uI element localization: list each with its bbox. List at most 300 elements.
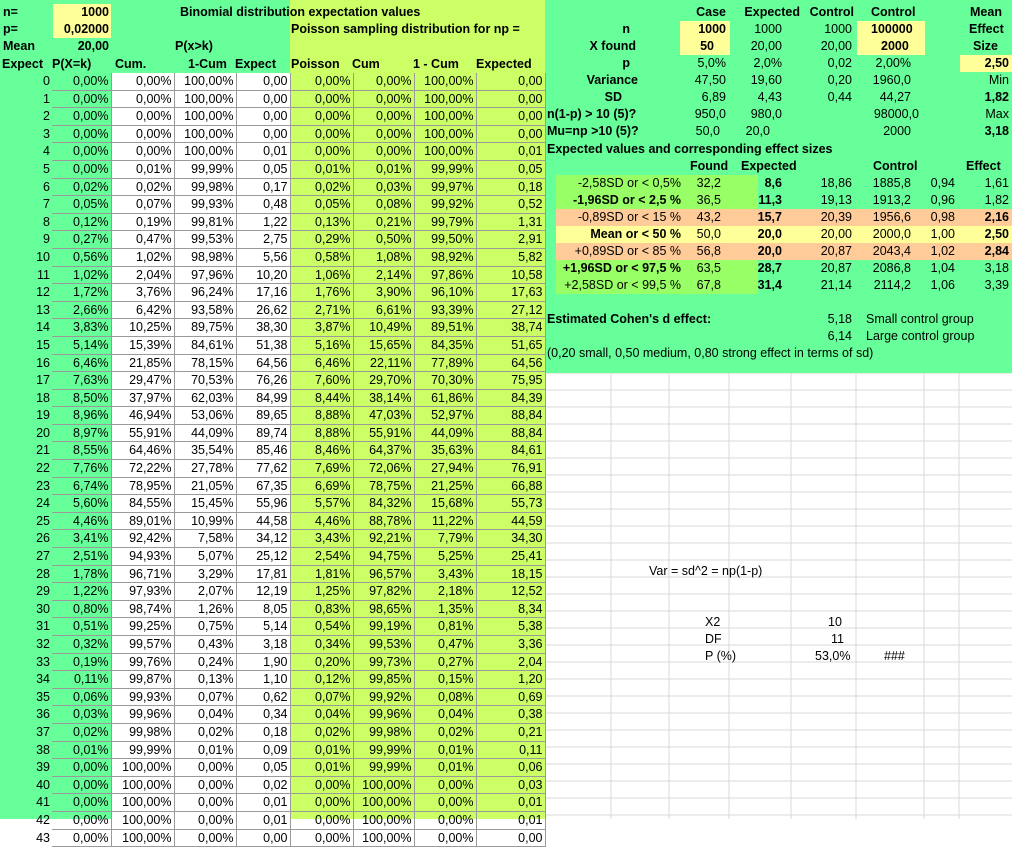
cell-poisson-one-minus-cum[interactable]: 15,68% [414,495,476,513]
cell-one-minus-cum[interactable]: 99,99% [174,160,236,178]
cell-p-x-eq-k[interactable]: 8,55% [52,442,111,460]
cell-p-x-eq-k[interactable]: 6,74% [52,477,111,495]
cell-one-minus-cum[interactable]: 0,75% [174,618,236,636]
cell-cumulative[interactable]: 0,00% [111,125,174,143]
cell-expected[interactable]: 5,82 [476,248,545,266]
cell-poisson-p[interactable]: 0,00% [290,829,353,847]
cell-poisson-p[interactable]: 0,00% [290,776,353,794]
cell-poisson-p[interactable]: 7,69% [290,460,353,478]
cell-expect[interactable]: 89,74 [236,424,290,442]
cell-expected[interactable]: 25,41 [476,548,545,566]
cell-poisson-p[interactable]: 0,00% [290,125,353,143]
n-case[interactable]: 1000 [698,22,726,36]
cell-poisson-cum[interactable]: 1,08% [353,248,414,266]
cell-poisson-cum[interactable]: 92,21% [353,530,414,548]
cell-expect[interactable]: 0,00 [236,125,290,143]
cell-p-x-eq-k[interactable]: 0,00% [52,811,111,829]
cell-k-value[interactable]: 37 [36,724,50,739]
cell-expect[interactable]: 0,00 [236,73,290,90]
cell-expected[interactable]: 0,03 [476,776,545,794]
cell-poisson-p[interactable]: 0,00% [290,794,353,812]
cell-expected[interactable]: 0,06 [476,759,545,777]
cell-poisson-p[interactable]: 8,44% [290,389,353,407]
cell-p-x-eq-k[interactable]: 0,01% [52,741,111,759]
cell-one-minus-cum[interactable]: 2,07% [174,583,236,601]
cell-k-value[interactable]: 4 [43,144,50,159]
cell-k-value[interactable]: 8 [43,214,50,229]
cell-k-value[interactable]: 5 [43,161,50,176]
cell-poisson-cum[interactable]: 0,00% [353,90,414,108]
cell-p-x-eq-k[interactable]: 0,03% [52,706,111,724]
cell-expected[interactable]: 0,00 [476,90,545,108]
cell-cumulative[interactable]: 96,71% [111,565,174,583]
cell-k-value[interactable]: 23 [36,478,50,493]
cell-expected[interactable]: 27,12 [476,301,545,319]
cell-one-minus-cum[interactable]: 99,81% [174,213,236,231]
cell-expect[interactable]: 26,62 [236,301,290,319]
cell-poisson-cum[interactable]: 0,00% [353,125,414,143]
cell-expected[interactable]: 0,00 [476,73,545,90]
cell-expected[interactable]: 2,04 [476,653,545,671]
cell-poisson-one-minus-cum[interactable]: 0,00% [414,776,476,794]
cell-expected[interactable]: 0,18 [476,178,545,196]
cell-cumulative[interactable]: 72,22% [111,460,174,478]
cell-k-value[interactable]: 32 [36,637,50,651]
cell-p-x-eq-k[interactable]: 0,00% [52,794,111,812]
cell-p-x-eq-k[interactable]: 1,78% [52,565,111,583]
cell-poisson-cum[interactable]: 0,21% [353,213,414,231]
cell-k-value[interactable]: 10 [36,249,50,264]
cell-poisson-cum[interactable]: 0,00% [353,143,414,161]
cell-poisson-cum[interactable]: 88,78% [353,512,414,530]
cell-poisson-one-minus-cum[interactable]: 0,00% [414,794,476,812]
cell-poisson-p[interactable]: 0,00% [290,143,353,161]
cell-p-x-eq-k[interactable]: 0,05% [52,196,111,214]
cell-cumulative[interactable]: 97,93% [111,583,174,601]
cell-poisson-cum[interactable]: 100,00% [353,811,414,829]
cell-poisson-one-minus-cum[interactable]: 77,89% [414,354,476,372]
cell-poisson-one-minus-cum[interactable]: 1,35% [414,600,476,618]
cell-one-minus-cum[interactable]: 0,13% [174,671,236,689]
cell-p-x-eq-k[interactable]: 0,56% [52,248,111,266]
cell-cumulative[interactable]: 99,96% [111,706,174,724]
cell-one-minus-cum[interactable]: 89,75% [174,319,236,337]
cell-poisson-p[interactable]: 1,06% [290,266,353,284]
cell-poisson-p[interactable]: 4,46% [290,512,353,530]
cell-cumulative[interactable]: 0,00% [111,108,174,126]
cell-poisson-cum[interactable]: 38,14% [353,389,414,407]
cell-expected[interactable]: 0,00 [476,829,545,847]
cell-p-x-eq-k[interactable]: 0,02% [52,723,111,741]
cell-expected[interactable]: 88,84 [476,424,545,442]
cell-poisson-cum[interactable]: 100,00% [353,829,414,847]
cell-one-minus-cum[interactable]: 100,00% [174,125,236,143]
cell-k-value[interactable]: 34 [36,672,50,687]
cell-poisson-one-minus-cum[interactable]: 5,25% [414,548,476,566]
cell-k-value[interactable]: 38 [36,742,50,757]
cell-expected[interactable]: 2,91 [476,231,545,249]
cell-p-x-eq-k[interactable]: 3,83% [52,319,111,337]
cell-poisson-cum[interactable]: 47,03% [353,407,414,425]
cell-expect[interactable]: 67,35 [236,477,290,495]
cell-cumulative[interactable]: 100,00% [111,811,174,829]
cell-cumulative[interactable]: 99,87% [111,671,174,689]
cell-poisson-one-minus-cum[interactable]: 100,00% [414,125,476,143]
cell-one-minus-cum[interactable]: 0,00% [174,829,236,847]
cell-expect[interactable]: 0,01 [236,794,290,812]
cell-k-value[interactable]: 41 [36,795,50,810]
cell-p-x-eq-k[interactable]: 7,76% [52,460,111,478]
cell-poisson-one-minus-cum[interactable]: 44,09% [414,424,476,442]
cell-poisson-one-minus-cum[interactable]: 0,01% [414,759,476,777]
cell-one-minus-cum[interactable]: 96,24% [174,284,236,302]
cell-expected[interactable]: 64,56 [476,354,545,372]
p-value[interactable]: 0,02000 [63,22,109,36]
cell-one-minus-cum[interactable]: 0,02% [174,723,236,741]
cell-k-value[interactable]: 6 [43,179,50,194]
cell-poisson-cum[interactable]: 99,99% [353,741,414,759]
cell-expect[interactable]: 38,30 [236,319,290,337]
cell-k-value[interactable]: 11 [37,267,50,282]
cell-expect[interactable]: 0,05 [236,160,290,178]
cell-poisson-cum[interactable]: 0,08% [353,196,414,214]
cell-expected[interactable]: 84,61 [476,442,545,460]
cell-poisson-cum[interactable]: 55,91% [353,424,414,442]
cell-poisson-one-minus-cum[interactable]: 0,81% [414,618,476,636]
cell-expected[interactable]: 0,11 [476,741,545,759]
cell-poisson-cum[interactable]: 10,49% [353,319,414,337]
cell-p-x-eq-k[interactable]: 0,00% [52,73,111,90]
cell-one-minus-cum[interactable]: 0,24% [174,653,236,671]
cell-poisson-p[interactable]: 2,54% [290,548,353,566]
cell-poisson-one-minus-cum[interactable]: 99,79% [414,213,476,231]
cell-one-minus-cum[interactable]: 99,53% [174,231,236,249]
cell-poisson-cum[interactable]: 98,65% [353,600,414,618]
cell-poisson-cum[interactable]: 3,90% [353,284,414,302]
cell-poisson-p[interactable]: 0,07% [290,688,353,706]
cell-k-value[interactable]: 21 [36,443,50,458]
cell-cumulative[interactable]: 2,04% [111,266,174,284]
cell-k-value[interactable]: 13 [36,302,50,317]
cell-k-value[interactable]: 25 [36,513,50,528]
cell-poisson-p[interactable]: 8,88% [290,407,353,425]
cell-cumulative[interactable]: 99,98% [111,723,174,741]
cell-k-value[interactable]: 3 [43,126,50,141]
cell-poisson-one-minus-cum[interactable]: 100,00% [414,143,476,161]
cell-one-minus-cum[interactable]: 93,58% [174,301,236,319]
cell-poisson-one-minus-cum[interactable]: 21,25% [414,477,476,495]
cell-one-minus-cum[interactable]: 70,53% [174,372,236,390]
cell-poisson-one-minus-cum[interactable]: 89,51% [414,319,476,337]
cell-cumulative[interactable]: 37,97% [111,389,174,407]
cell-expect[interactable]: 5,56 [236,248,290,266]
cell-one-minus-cum[interactable]: 5,07% [174,548,236,566]
cell-one-minus-cum[interactable]: 97,96% [174,266,236,284]
cell-poisson-one-minus-cum[interactable]: 0,02% [414,723,476,741]
cell-poisson-one-minus-cum[interactable]: 99,97% [414,178,476,196]
cell-one-minus-cum[interactable]: 0,07% [174,688,236,706]
cell-k-value[interactable]: 19 [36,408,50,423]
cell-poisson-cum[interactable]: 0,00% [353,73,414,90]
cell-k-value[interactable]: 26 [36,531,50,546]
cell-expect[interactable]: 51,38 [236,336,290,354]
cell-expect[interactable]: 17,16 [236,284,290,302]
cell-poisson-one-minus-cum[interactable]: 99,50% [414,231,476,249]
cell-poisson-p[interactable]: 1,76% [290,284,353,302]
cell-one-minus-cum[interactable]: 0,00% [174,794,236,812]
cell-poisson-cum[interactable]: 84,32% [353,495,414,513]
cell-expected[interactable]: 0,01 [476,794,545,812]
cell-cumulative[interactable]: 10,25% [111,319,174,337]
cell-expected[interactable]: 0,01 [476,143,545,161]
cell-poisson-one-minus-cum[interactable]: 70,30% [414,372,476,390]
cell-k-value[interactable]: 16 [36,355,50,370]
cell-cumulative[interactable]: 99,25% [111,618,174,636]
cell-poisson-p[interactable]: 0,83% [290,600,353,618]
cell-poisson-p[interactable]: 0,58% [290,248,353,266]
cell-expected[interactable]: 34,30 [476,530,545,548]
cell-expect[interactable]: 0,18 [236,723,290,741]
cell-p-x-eq-k[interactable]: 0,51% [52,618,111,636]
cell-p-x-eq-k[interactable]: 2,51% [52,548,111,566]
cell-cumulative[interactable]: 99,57% [111,636,174,654]
cell-k-value[interactable]: 40 [36,777,50,792]
cell-expect[interactable]: 3,18 [236,636,290,654]
cell-poisson-p[interactable]: 0,02% [290,178,353,196]
cell-poisson-one-minus-cum[interactable]: 0,47% [414,636,476,654]
cell-cumulative[interactable]: 99,93% [111,688,174,706]
cell-k-value[interactable]: 0 [43,74,50,89]
cell-poisson-one-minus-cum[interactable]: 98,92% [414,248,476,266]
cell-expect[interactable]: 10,20 [236,266,290,284]
cell-one-minus-cum[interactable]: 100,00% [174,90,236,108]
cell-poisson-one-minus-cum[interactable]: 93,39% [414,301,476,319]
cell-p-x-eq-k[interactable]: 0,80% [52,600,111,618]
cell-poisson-cum[interactable]: 0,50% [353,231,414,249]
cell-cumulative[interactable]: 78,95% [111,477,174,495]
cell-one-minus-cum[interactable]: 10,99% [174,512,236,530]
cell-poisson-one-minus-cum[interactable]: 0,04% [414,706,476,724]
cell-expected[interactable]: 0,05 [476,160,545,178]
cell-p-x-eq-k[interactable]: 0,00% [52,776,111,794]
cell-poisson-p[interactable]: 0,54% [290,618,353,636]
cell-poisson-p[interactable]: 3,43% [290,530,353,548]
cell-p-x-eq-k[interactable]: 1,72% [52,284,111,302]
cell-poisson-one-minus-cum[interactable]: 99,99% [414,160,476,178]
cell-poisson-cum[interactable]: 99,19% [353,618,414,636]
cell-expect[interactable]: 76,26 [236,372,290,390]
cell-poisson-one-minus-cum[interactable]: 100,00% [414,73,476,90]
cell-poisson-one-minus-cum[interactable]: 27,94% [414,460,476,478]
cell-poisson-p[interactable]: 1,81% [290,565,353,583]
cell-one-minus-cum[interactable]: 100,00% [174,143,236,161]
cell-p-x-eq-k[interactable]: 0,00% [52,829,111,847]
cell-expected[interactable]: 0,38 [476,706,545,724]
cell-poisson-cum[interactable]: 22,11% [353,354,414,372]
cell-poisson-p[interactable]: 0,00% [290,90,353,108]
cell-expected[interactable]: 8,34 [476,600,545,618]
cell-expected[interactable]: 66,88 [476,477,545,495]
cell-poisson-cum[interactable]: 96,57% [353,565,414,583]
cell-p-x-eq-k[interactable]: 1,22% [52,583,111,601]
cell-expect[interactable]: 64,56 [236,354,290,372]
cell-poisson-one-minus-cum[interactable]: 99,92% [414,196,476,214]
cell-expected[interactable]: 18,15 [476,565,545,583]
cell-poisson-one-minus-cum[interactable]: 84,35% [414,336,476,354]
cell-expect[interactable]: 34,12 [236,530,290,548]
cell-k-value[interactable]: 35 [36,689,50,704]
cell-k-value[interactable]: 29 [36,584,50,599]
cell-one-minus-cum[interactable]: 84,61% [174,336,236,354]
cell-poisson-p[interactable]: 5,57% [290,495,353,513]
cell-poisson-p[interactable]: 0,00% [290,73,353,90]
xf-control2[interactable]: 2000 [881,39,909,53]
cell-poisson-one-minus-cum[interactable]: 11,22% [414,512,476,530]
cell-cumulative[interactable]: 3,76% [111,284,174,302]
cell-poisson-one-minus-cum[interactable]: 52,97% [414,407,476,425]
cell-poisson-p[interactable]: 2,71% [290,301,353,319]
cell-poisson-cum[interactable]: 99,98% [353,723,414,741]
cell-expected[interactable]: 12,52 [476,583,545,601]
cell-expect[interactable]: 17,81 [236,565,290,583]
cell-cumulative[interactable]: 1,02% [111,248,174,266]
cell-poisson-one-minus-cum[interactable]: 2,18% [414,583,476,601]
cell-poisson-p[interactable]: 3,87% [290,319,353,337]
cell-poisson-cum[interactable]: 0,01% [353,160,414,178]
cell-one-minus-cum[interactable]: 100,00% [174,73,236,90]
cell-poisson-cum[interactable]: 29,70% [353,372,414,390]
cell-expected[interactable]: 0,52 [476,196,545,214]
cell-p-x-eq-k[interactable]: 0,00% [52,160,111,178]
cell-cumulative[interactable]: 0,47% [111,231,174,249]
cell-k-value[interactable]: 9 [43,232,50,247]
cell-poisson-cum[interactable]: 78,75% [353,477,414,495]
cell-poisson-p[interactable]: 0,01% [290,759,353,777]
cell-poisson-p[interactable]: 0,20% [290,653,353,671]
cell-expect[interactable]: 55,96 [236,495,290,513]
cell-poisson-one-minus-cum[interactable]: 100,00% [414,108,476,126]
cell-poisson-cum[interactable]: 15,65% [353,336,414,354]
cell-k-value[interactable]: 14 [36,320,50,335]
cell-expected[interactable]: 10,58 [476,266,545,284]
cell-poisson-one-minus-cum[interactable]: 0,08% [414,688,476,706]
cell-poisson-one-minus-cum[interactable]: 35,63% [414,442,476,460]
cell-poisson-cum[interactable]: 100,00% [353,776,414,794]
cell-p-x-eq-k[interactable]: 0,00% [52,125,111,143]
cell-k-value[interactable]: 27 [36,549,50,564]
cell-poisson-cum[interactable]: 64,37% [353,442,414,460]
cell-expect[interactable]: 0,17 [236,178,290,196]
cell-poisson-p[interactable]: 0,12% [290,671,353,689]
cell-poisson-one-minus-cum[interactable]: 100,00% [414,90,476,108]
cell-poisson-cum[interactable]: 2,14% [353,266,414,284]
cell-cumulative[interactable]: 46,94% [111,407,174,425]
cell-cumulative[interactable]: 0,02% [111,178,174,196]
cell-cumulative[interactable]: 99,76% [111,653,174,671]
cell-one-minus-cum[interactable]: 0,00% [174,759,236,777]
cell-expected[interactable]: 76,91 [476,460,545,478]
cell-poisson-p[interactable]: 6,69% [290,477,353,495]
cell-k-value[interactable]: 18 [36,390,50,405]
cell-k-value[interactable]: 1 [43,91,50,106]
cell-poisson-p[interactable]: 0,05% [290,196,353,214]
cell-cumulative[interactable]: 64,46% [111,442,174,460]
cell-expect[interactable]: 44,58 [236,512,290,530]
cell-p-x-eq-k[interactable]: 5,14% [52,336,111,354]
cell-expect[interactable]: 0,09 [236,741,290,759]
cell-poisson-cum[interactable]: 99,99% [353,759,414,777]
cell-p-x-eq-k[interactable]: 8,97% [52,424,111,442]
cell-expected[interactable]: 1,20 [476,671,545,689]
cell-k-value[interactable]: 12 [36,285,50,300]
cell-expect[interactable]: 0,34 [236,706,290,724]
cell-p-x-eq-k[interactable]: 3,41% [52,530,111,548]
cell-cumulative[interactable]: 100,00% [111,776,174,794]
cell-expect[interactable]: 85,46 [236,442,290,460]
cell-poisson-cum[interactable]: 72,06% [353,460,414,478]
cell-poisson-p[interactable]: 0,34% [290,636,353,654]
cell-cumulative[interactable]: 92,42% [111,530,174,548]
cell-cumulative[interactable]: 55,91% [111,424,174,442]
cell-one-minus-cum[interactable]: 27,78% [174,460,236,478]
cell-poisson-cum[interactable]: 6,61% [353,301,414,319]
cell-poisson-p[interactable]: 7,60% [290,372,353,390]
cell-expect[interactable]: 77,62 [236,460,290,478]
cell-one-minus-cum[interactable]: 53,06% [174,407,236,425]
cell-expect[interactable]: 89,65 [236,407,290,425]
cell-one-minus-cum[interactable]: 100,00% [174,108,236,126]
cell-cumulative[interactable]: 0,00% [111,73,174,90]
xf-case[interactable]: 50 [700,39,714,53]
cell-expect[interactable]: 8,05 [236,600,290,618]
cell-cumulative[interactable]: 94,93% [111,548,174,566]
cell-one-minus-cum[interactable]: 62,03% [174,389,236,407]
cell-expect[interactable]: 1,10 [236,671,290,689]
cell-k-value[interactable]: 43 [36,830,50,845]
cell-poisson-p[interactable]: 1,25% [290,583,353,601]
cell-p-x-eq-k[interactable]: 6,46% [52,354,111,372]
cell-expect[interactable]: 0,01 [236,143,290,161]
cell-cumulative[interactable]: 29,47% [111,372,174,390]
cell-poisson-one-minus-cum[interactable]: 0,27% [414,653,476,671]
cell-expect[interactable]: 1,22 [236,213,290,231]
cell-poisson-cum[interactable]: 99,53% [353,636,414,654]
cell-expected[interactable]: 84,39 [476,389,545,407]
cell-expected[interactable]: 0,21 [476,723,545,741]
cell-cumulative[interactable]: 98,74% [111,600,174,618]
cell-cumulative[interactable]: 0,07% [111,196,174,214]
cell-expected[interactable]: 55,73 [476,495,545,513]
cell-p-x-eq-k[interactable]: 0,02% [52,178,111,196]
cell-k-value[interactable]: 24 [36,496,50,511]
cell-cumulative[interactable]: 15,39% [111,336,174,354]
cell-cumulative[interactable]: 89,01% [111,512,174,530]
cell-poisson-p[interactable]: 0,29% [290,231,353,249]
cell-poisson-cum[interactable]: 99,85% [353,671,414,689]
cell-poisson-p[interactable]: 0,02% [290,723,353,741]
cell-p-x-eq-k[interactable]: 0,06% [52,688,111,706]
cell-expected[interactable]: 17,63 [476,284,545,302]
cell-poisson-cum[interactable]: 99,96% [353,706,414,724]
cell-expected[interactable]: 44,59 [476,512,545,530]
cell-poisson-one-minus-cum[interactable]: 3,43% [414,565,476,583]
cell-p-x-eq-k[interactable]: 0,27% [52,231,111,249]
cell-expect[interactable]: 5,14 [236,618,290,636]
cell-cumulative[interactable]: 0,01% [111,160,174,178]
cell-expect[interactable]: 2,75 [236,231,290,249]
cell-p-x-eq-k[interactable]: 0,12% [52,213,111,231]
cell-poisson-p[interactable]: 0,01% [290,741,353,759]
